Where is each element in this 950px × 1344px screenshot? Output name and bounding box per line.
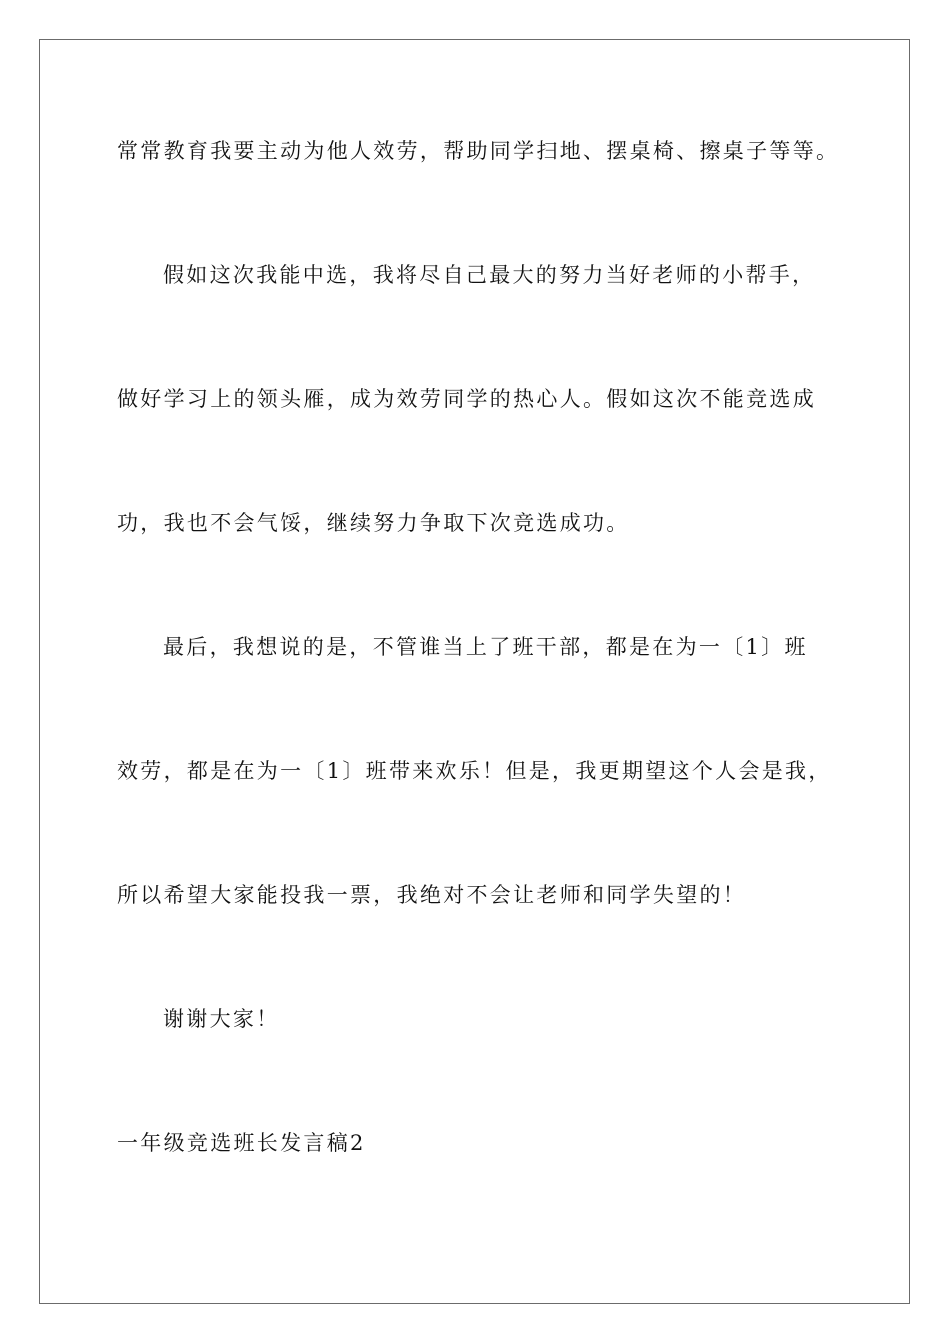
section-title: 一年级竞选班长发言稿2 [117, 1131, 366, 1155]
page-border [39, 39, 910, 1304]
paragraph-line-7: 所以希望大家能投我一票，我绝对不会让老师和同学失望的！ [117, 883, 747, 907]
paragraph-line-6: 效劳，都是在为一〔1〕班带来欢乐！但是，我更期望这个人会是我， [117, 759, 832, 783]
paragraph-line-2: 假如这次我能中选，我将尽自己最大的努力当好老师的小帮手， [163, 263, 816, 287]
paragraph-line-3: 做好学习上的领头雁，成为效劳同学的热心人。假如这次不能竞选成 [117, 387, 816, 411]
paragraph-line-5: 最后，我想说的是，不管谁当上了班干部，都是在为一〔1〕班 [163, 635, 808, 659]
paragraph-line-4: 功，我也不会气馁，继续努力争取下次竞选成功。 [117, 511, 630, 535]
paragraph-line-1: 常常教育我要主动为他人效劳，帮助同学扫地、摆桌椅、擦桌子等等。 [117, 139, 840, 163]
closing-thanks: 谢谢大家！ [163, 1007, 280, 1031]
